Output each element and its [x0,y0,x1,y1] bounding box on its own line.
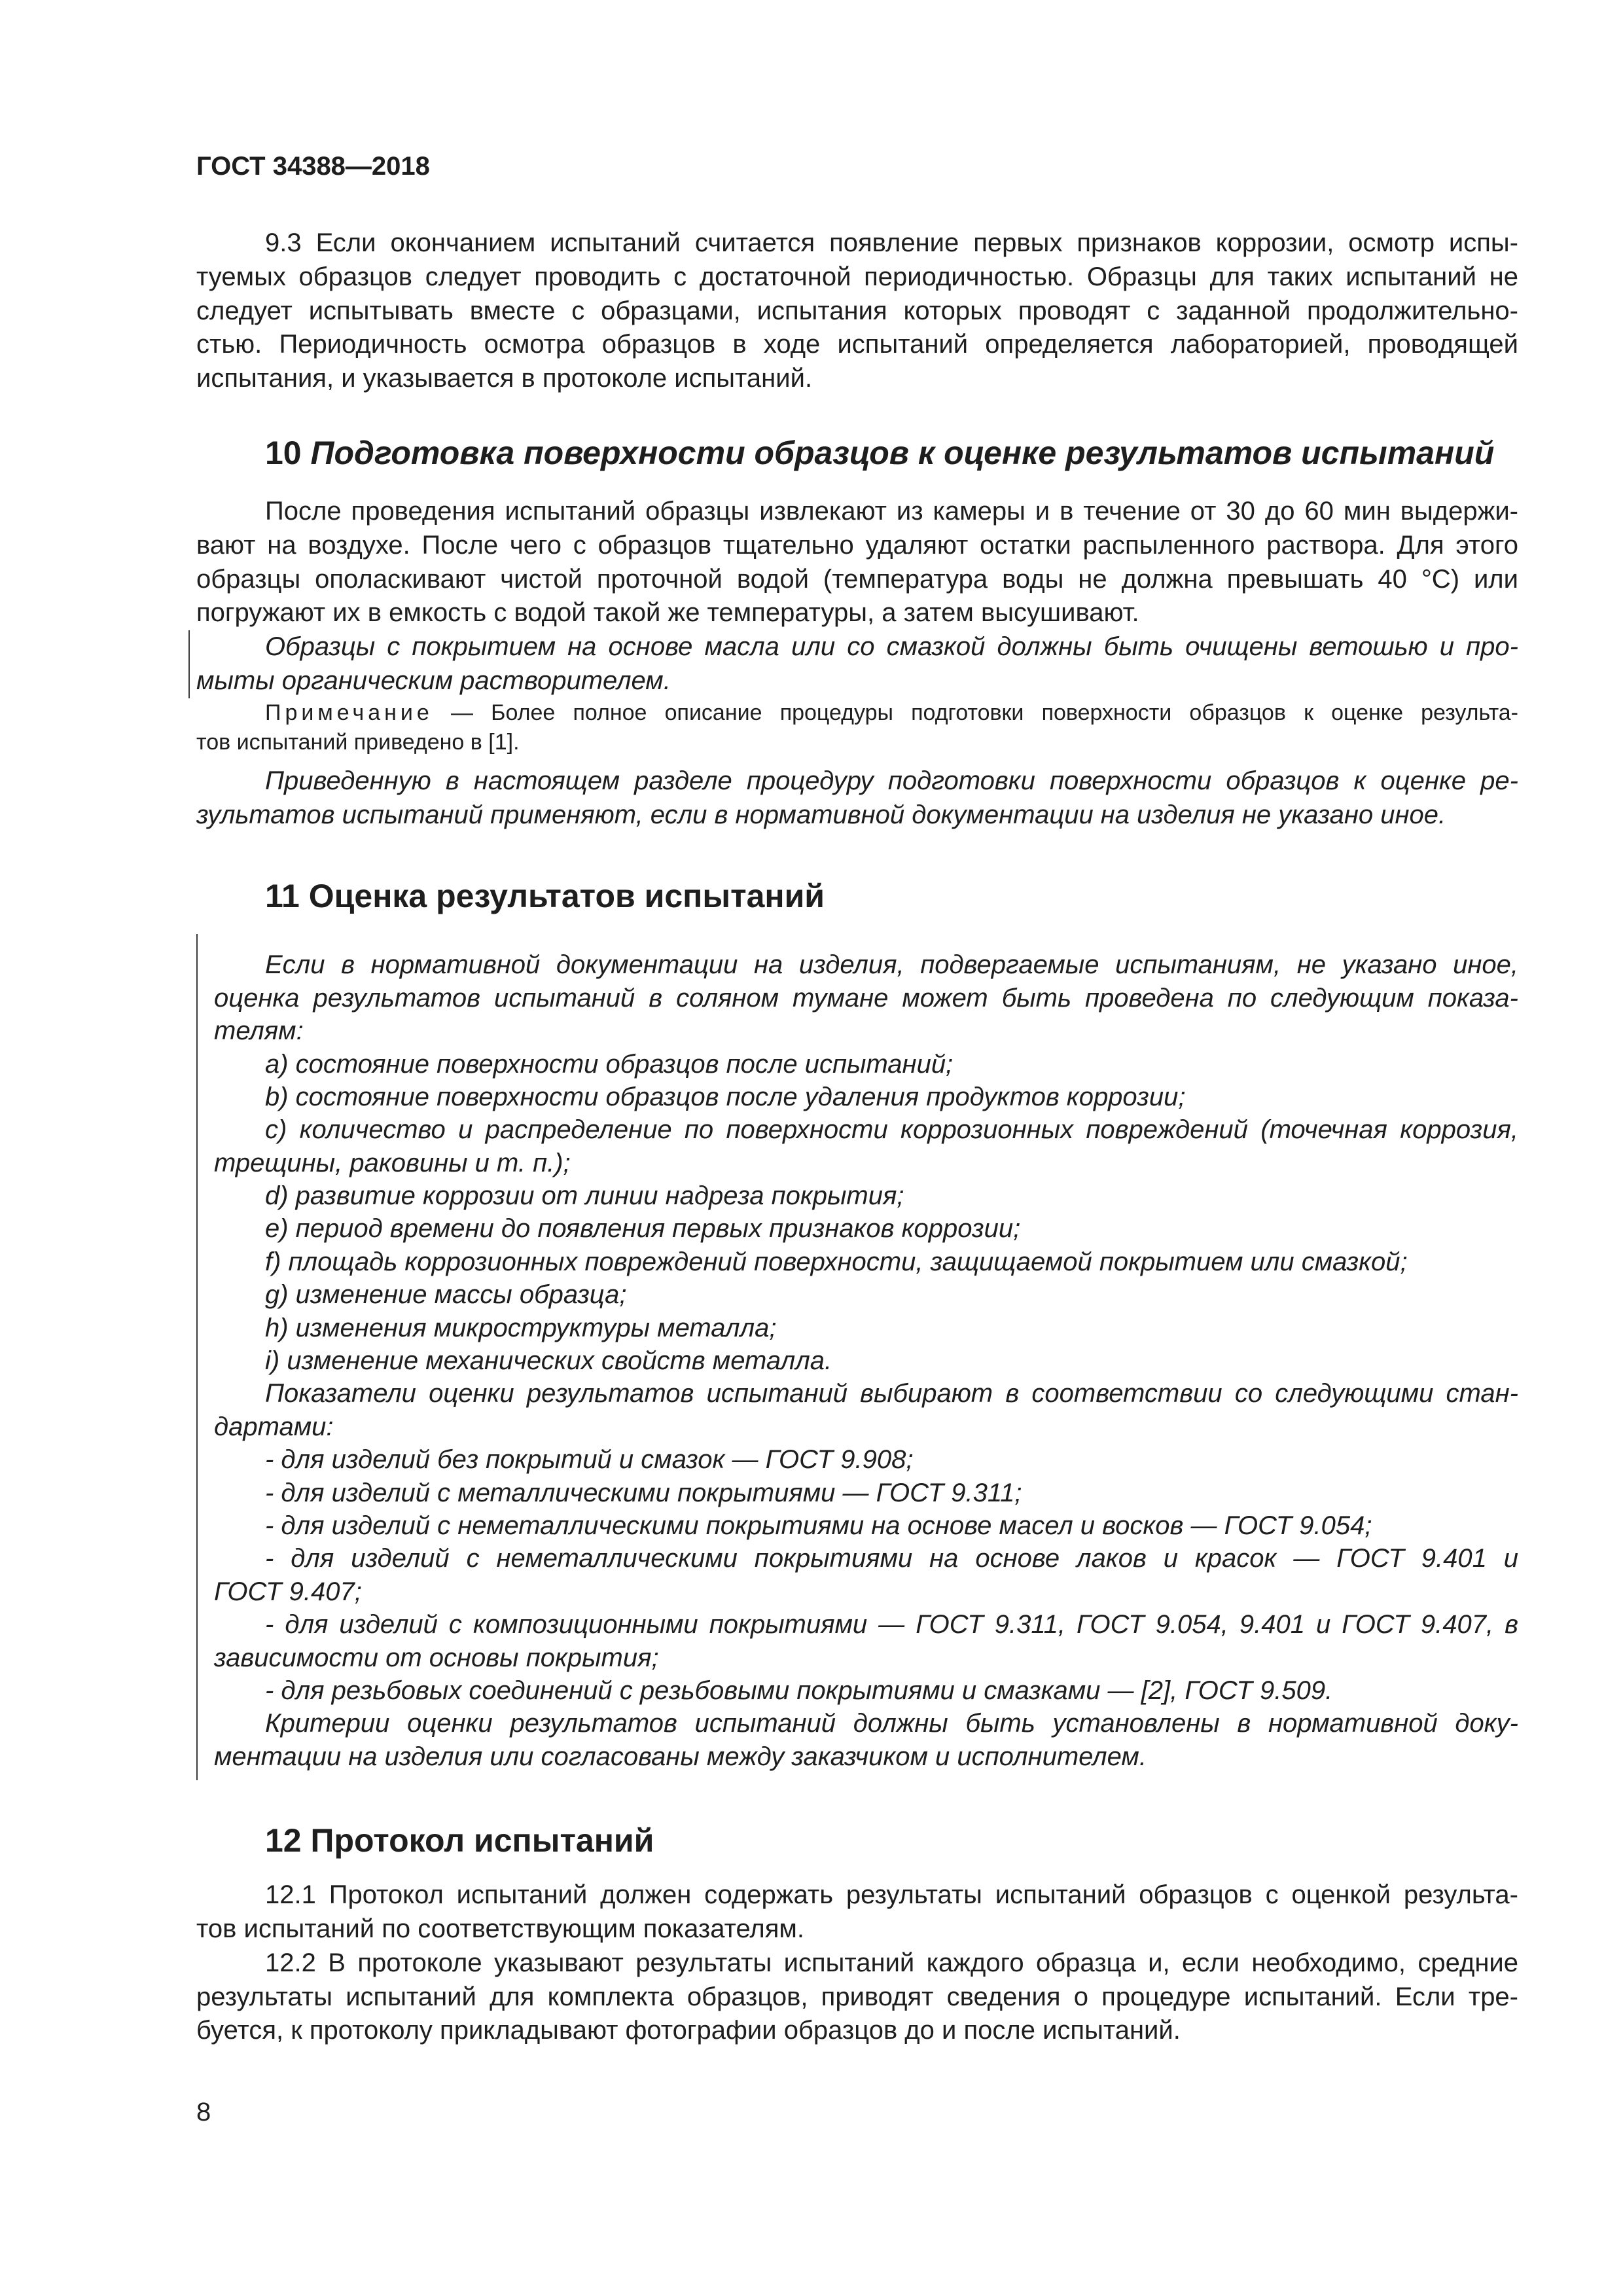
note-label: Примечание [265,700,433,725]
block-line: телям: [214,1016,304,1046]
paragraph-10-1 [196,495,1518,630]
section-number: 11 [265,878,300,915]
paragraph-line: буется, к протоколу прикладывают фотографии образцов до и после испытаний. [196,2016,1181,2045]
list-item: - для изделий с композиционными покрытиями — ГОСТ 9.311, ГОСТ 9.054, 9.401 и ГОСТ 9.407, в [265,1610,1518,1640]
list-item: - для резьбовых соединений с резьбовыми покрытиями и смазками — [2], ГОСТ 9.509. [265,1676,1333,1705]
change-marked-block-11 [196,934,1518,1780]
block-line: Показатели оценки результатов испытаний выбирают в соответствии со следующими стан- [265,1379,1518,1408]
note-line: тов испытаний приведено в [1]. [196,729,520,755]
note-block [196,698,1518,757]
section-number: 12 [265,1822,302,1859]
block-line: ГОСТ 9.407; [214,1577,362,1606]
paragraph-line: туемых образцов следует проводить с достаточной периодичностью. Образцы для таких испытаний не [196,262,1518,291]
paragraph-12-1 [196,1878,1518,1946]
change-marked-paragraph-10-2 [188,630,1518,698]
note-line [196,698,1518,728]
paragraph-line: испытания, и указывается в протоколе испытаний. [196,364,813,393]
paragraph-line: 12.2 В протоколе указывают результаты испытаний каждого образца и, если необходимо, средние [265,1948,1518,1977]
section-title: Подготовка поверхности образцов к оценке результатов испытаний [310,434,1495,471]
section-12-heading [196,1820,1518,1861]
note-text: — Более полное описание процедуры подготовки поверхности образцов к оценке результа- [433,700,1518,725]
paragraph-line: 9.3 Если окончанием испытаний считается появление первых признаков коррозии, осмотр испы- [265,228,1518,257]
paragraph-line: погружают их в емкость с водой такой же температуры, а затем высушивают. [196,598,1139,628]
paragraph-line: вают на воздухе. После чего с образцов тщательно удаляют остатки распыленного раствора. Для этого [196,530,1518,560]
paragraph-line: мыты органическим растворителем. [196,666,671,695]
paragraph-12-2 [196,1946,1518,2048]
list-item: f) площадь коррозионных повреждений поверхности, защищаемой покрытием или смазкой; [265,1247,1408,1276]
page-number: 8 [196,2098,211,2127]
document-code-header: ГОСТ 34388—2018 [196,152,430,181]
section-title: Протокол испытаний [310,1822,654,1859]
list-item: e) период времени до появления первых признаков коррозии; [265,1214,1021,1244]
list-item: b) состояние поверхности образцов после удаления продуктов коррозии; [265,1082,1186,1111]
paragraph-line: стью. Периодичность осмотра образцов в ходе испытаний определяется лабораторией, проводящей [196,330,1518,359]
paragraph-line: тов испытаний по соответствующим показателям. [196,1914,804,1943]
paragraph-9-3 [196,226,1518,396]
paragraph-line: результаты испытаний для комплекта образцов, приводят сведения о процедуре испытаний. Если тре- [196,1982,1518,2011]
list-item: - для изделий с неметаллическими покрытиями на основе масел и восков — ГОСТ 9.054; [265,1511,1372,1540]
paragraph-line: 12.1 Протокол испытаний должен содержать результаты испытаний образцов с оценкой результа- [265,1880,1518,1910]
list-item: - для изделий без покрытий и смазок — ГОСТ 9.908; [265,1445,914,1475]
list-item: d) развитие коррозии от линии надреза покрытия; [265,1181,904,1211]
block-line: оценка результатов испытаний в соляном тумане может быть проведена по следующим показа- [214,983,1518,1013]
list-item: - для изделий с неметаллическими покрытиями на основе лаков и красок — ГОСТ 9.401 и [265,1544,1518,1573]
block-line: Если в нормативной документации на изделия, подвергаемые испытаниям, не указано иное, [265,950,1518,980]
list-item: - для изделий с металлическими покрытиями — ГОСТ 9.311; [265,1478,1022,1507]
list-item: a) состояние поверхности образцов после испытаний; [265,1049,954,1079]
section-10-heading [196,432,1518,474]
block-line: зависимости от основы покрытия; [214,1643,659,1672]
list-item: c) количество и распределение по поверхности коррозионных повреждений (точечная коррозия, [265,1115,1518,1145]
list-item: h) изменения микроструктуры металла; [265,1313,777,1342]
section-11-heading [196,875,1518,917]
section-title: Оценка результатов испытаний [308,878,825,915]
block-line: ментации на изделия или согласованы между заказчиком и исполнителем. [214,1742,1147,1771]
paragraph-line: образцы ополаскивают чистой проточной водой (температура воды не должна превышать 40 °С) или [196,564,1518,594]
paragraph-line: зультатов испытаний применяют, если в нормативной документации на изделия не указано иное. [196,800,1446,829]
paragraph-line: следует испытывать вместе с образцами, испытания которых проводят с заданной продолжительно- [196,296,1518,325]
list-item: i) изменение механических свойств металла. [265,1346,832,1376]
paragraph-line: После проведения испытаний образцы извлекают из камеры и в течение от 30 до 60 мин выдержи- [265,496,1518,526]
list-item: g) изменение массы образца; [265,1280,627,1310]
paragraph-10-3 [196,764,1518,833]
block-line: трещины, раковины и т. п.); [214,1148,571,1177]
document-page [196,0,1518,2129]
section-number: 10 [265,434,302,471]
paragraph-line: Образцы с покрытием на основе масла или со смазкой должны быть очищены ветошью и про- [265,632,1518,662]
paragraph-line: Приведенную в настоящем разделе процедуру подготовки поверхности образцов к оценке ре- [265,766,1518,795]
block-line: дартами: [214,1412,334,1441]
block-line: Критерии оценки результатов испытаний должны быть установлены в нормативной доку- [265,1709,1518,1738]
